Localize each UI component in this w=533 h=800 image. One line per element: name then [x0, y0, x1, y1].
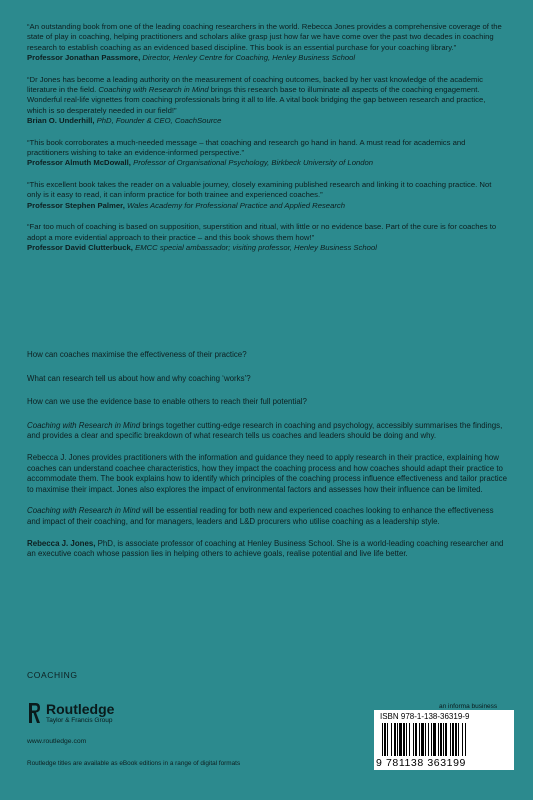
- publisher-name: Routledge: [46, 701, 115, 717]
- barcode-bar: [384, 723, 386, 756]
- endorser-name: Professor Stephen Palmer,: [27, 200, 125, 210]
- informa-tag: an informa business: [439, 703, 498, 710]
- endorsement-quote: [27, 75, 507, 117]
- endorsements: [27, 22, 507, 264]
- question-2: What can research tell us about how and why coaching ‘works’?: [27, 373, 251, 383]
- barcode-bar: [425, 723, 426, 756]
- quote-text: “This book corroborates a much-needed message – that coaching and research go hand in hand. A must read for academics and practitioners wishing to take an evidence-informed perspective.”: [27, 137, 466, 158]
- endorsement: [27, 138, 507, 169]
- endorser-role: EMCC special ambassador; visiting professor, Henley Business School: [132, 242, 377, 252]
- barcode-bar: [394, 723, 396, 756]
- endorser: [27, 201, 507, 211]
- endorser-role: PhD, Founder & CEO, CoachSource: [94, 116, 222, 126]
- paragraph-text: brings together cutting-edge research in coaching and psychology, accessibly summarises the findings, and provides a clear and specific breakdown of what research tells us coaches and leaders should be doing and why.: [27, 420, 503, 441]
- quote-text: “Dr Jones has become a leading authority on the measurement of coaching outcomes, backed by her vast knowledge of the academic literature in the field.: [27, 74, 483, 95]
- author-bio-text: PhD, is associate professor of coaching at Henley Business School. She is a world-leading coaching researcher and an executive coach whose passion lies in helping others to achieve goals, realise potential and live life better.: [27, 538, 504, 559]
- barcode-bar: [455, 723, 457, 756]
- paragraph-text: will be essential reading for both new and experienced coaches looking to enhance the effectiveness and impact of their coaching, and for managers, leaders and L&D procurers who utilise coaching as a leadership style.: [27, 506, 494, 526]
- question-3: How can we use the evidence base to enable others to reach their full potential?: [27, 397, 307, 407]
- book-title-italic: Coaching with Research in Mind: [27, 420, 141, 430]
- endorsement-quote: [27, 180, 507, 201]
- endorser-name: Brian O. Underhill,: [27, 116, 95, 126]
- endorsement: [27, 75, 507, 127]
- description-paragraph-1: [27, 421, 507, 442]
- quote-text: “An outstanding book from one of the leading coaching researchers in the world. Rebecca Jones provides a comprehensive coverage of the state of play in coaching, helping practitioners and scholars alike grasp just how far we have come over the past two decades in coaching research to establish coaching as an evidenced based discipline. This book is an essential purchase for your coaching library.”: [27, 22, 502, 52]
- barcode-bar: [419, 723, 420, 756]
- barcode-bar: [450, 723, 451, 756]
- description-paragraph-3: [27, 506, 507, 527]
- quote-text: “Far too much of coaching is based on supposition, superstition and ritual, with little or no evidence base. Part of the cure is for coaches to adopt a more evidential approach to their practice – and this book shows them how!”: [27, 222, 497, 242]
- barcode-bar: [413, 723, 414, 756]
- question-1: How can coaches maximise the effectiveness of their practice?: [27, 350, 247, 359]
- endorsement-quote: [27, 22, 507, 53]
- publisher-logo: [27, 702, 114, 725]
- endorser: [27, 116, 507, 126]
- barcode-bar: [406, 723, 407, 756]
- endorser-name: Professor David Clutterbuck,: [27, 242, 133, 252]
- barcode-bar: [458, 723, 459, 756]
- barcode-bar: [421, 723, 424, 756]
- endorser: [27, 53, 507, 63]
- endorser-name: Professor Jonathan Passmore,: [27, 53, 141, 63]
- barcode-bar: [415, 723, 417, 756]
- barcode-bar: [440, 723, 442, 756]
- endorser: [27, 243, 507, 253]
- endorsement: [27, 180, 507, 211]
- barcode-bar: [462, 723, 463, 756]
- endorsement: [27, 222, 507, 253]
- endorser-name: Professor Almuth McDowall,: [27, 158, 131, 168]
- barcode-bar: [387, 723, 388, 756]
- endorsement-quote: [27, 138, 507, 159]
- endorser: [27, 158, 507, 168]
- barcode-bar: [428, 723, 429, 756]
- subject-category: COACHING: [27, 670, 78, 680]
- blurb: [27, 350, 507, 571]
- barcode-bar: [399, 723, 402, 756]
- barcode-bar: [391, 723, 392, 756]
- routledge-r-icon: [27, 702, 41, 724]
- book-title-italic: Coaching with Research in Mind: [98, 85, 209, 95]
- barcode-bar: [382, 723, 383, 756]
- barcode-icon: [382, 723, 506, 756]
- endorser-role: Wales Academy for Professional Practice and Applied Research: [124, 200, 346, 210]
- isbn-label: ISBN 978-1-138-36319-9: [380, 712, 470, 721]
- publisher-group: Taylor & Francis Group: [46, 717, 113, 724]
- barcode-bar: [397, 723, 398, 756]
- author-name: Rebecca J. Jones,: [27, 538, 96, 548]
- barcode-bar: [409, 723, 410, 756]
- ebook-note: Routledge titles are available as eBook editions in a range of digital formats: [27, 760, 241, 767]
- endorser-role: Director, Henley Centre for Coaching, Henley Business School: [140, 53, 356, 63]
- quote-text: “This excellent book takes the reader on a valuable journey, closely examining published research and linking it to coaching practice. Not only is it easy to read, it can inform practice for both trainee and experienced coaches.”: [27, 179, 492, 200]
- endorser-role: Professor of Organisational Psychology, Birkbeck University of London: [130, 158, 374, 168]
- barcode-bar: [452, 723, 454, 756]
- description-paragraph-2: Rebecca J. Jones provides practitioners with the information and guidance they need to apply research in their practice, explaining how coaches can understand coachee characteristics, how they impact the coaching process and how coaches should adapt their practice to accommodate them. The book explains how to identify which principles of the coaching process influence effectiveness and tailor practice to maximise their impact. Jones also explores the impact of environmental factors and assesses how their influence can be limited.: [27, 452, 507, 494]
- barcode-digits: 9 781138 363199: [376, 757, 466, 769]
- barcode-bar: [443, 723, 444, 756]
- author-bio: [27, 539, 507, 560]
- barcode-bar: [438, 723, 439, 756]
- barcode-bar: [465, 723, 466, 756]
- quote-text: brings this research base to illuminate all aspects of the coaching engagement. Wonderful real-life vignettes from coaching professionals bring it all to life. A vital book bridging the gap between research and practice, which is so desperately needed in our field!”: [27, 85, 486, 115]
- barcode-bar: [433, 723, 436, 756]
- endorsement-quote: [27, 222, 507, 243]
- barcode-bar: [445, 723, 447, 756]
- barcode-bar: [403, 723, 405, 756]
- publisher-url[interactable]: www.routledge.com: [27, 738, 87, 745]
- barcode-bar: [431, 723, 432, 756]
- barcode-panel: [374, 710, 514, 770]
- endorsement: [27, 22, 507, 64]
- book-title-italic: Coaching with Research in Mind: [27, 506, 141, 516]
